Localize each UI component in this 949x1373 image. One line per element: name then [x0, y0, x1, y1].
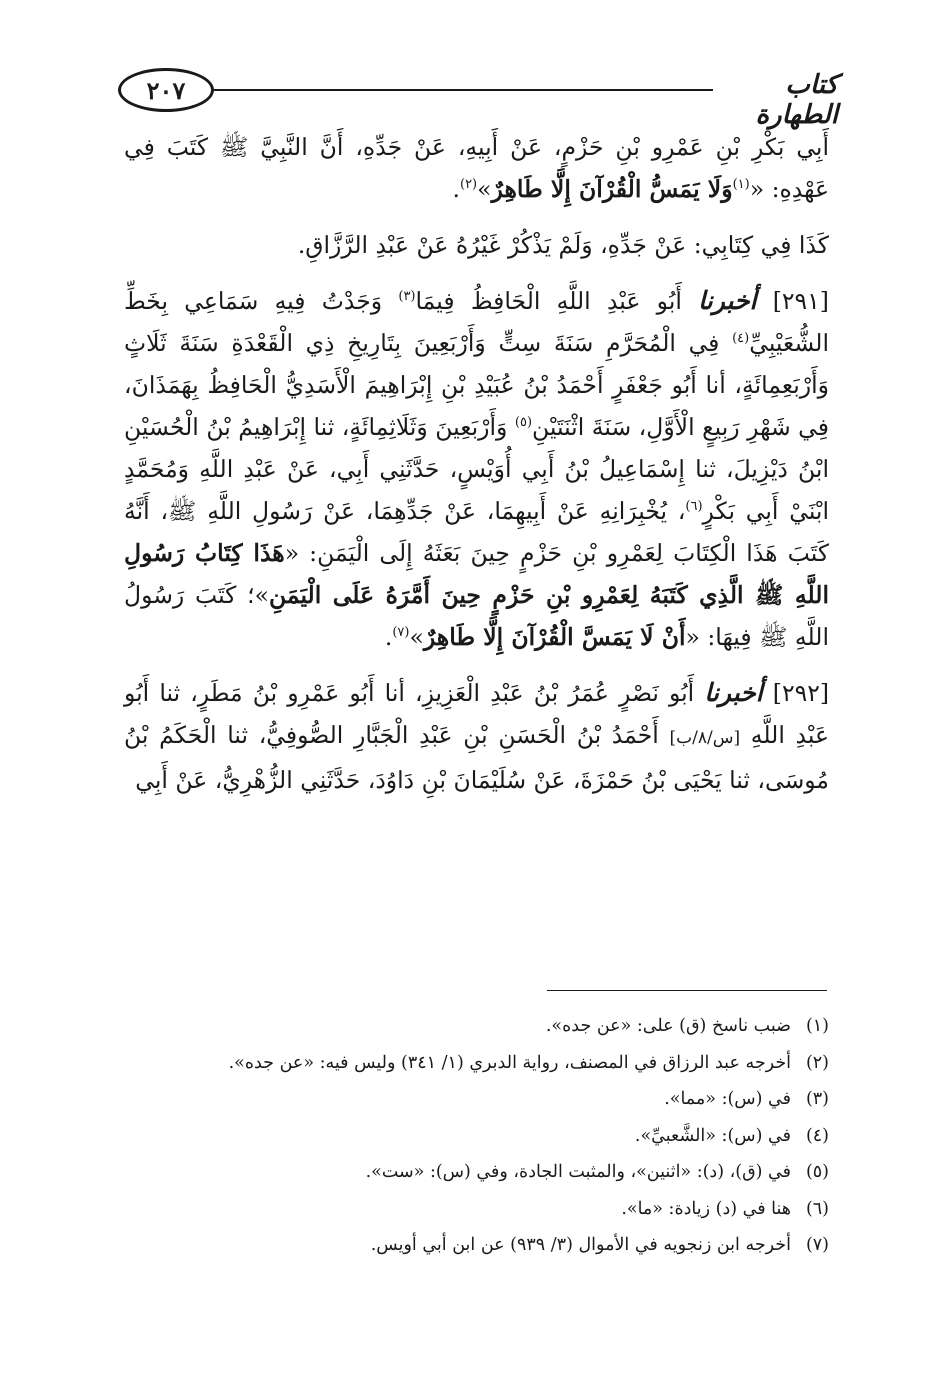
text: » [409, 623, 424, 651]
footnote-item [124, 1081, 829, 1118]
footnotes [124, 1008, 829, 1264]
main-text [124, 126, 829, 801]
footnote-item [124, 1045, 829, 1082]
text: وَأَرْبَعِينَ وَثَلَاثِمِائَةٍ، ثنا إِبْرَاهِيمُ بْنُ الْحُسَيْنِ ابْنُ دَيْزِيلَ، ثنا إِسْمَاعِيلُ بْنُ أَبِي أُوَيْسٍ، حَدَّثَنِي أَبِي، عَنْ عَبْدِ اللَّهِ وَمُحَمَّدٍ ابْنَيْ أَبِي بَكْرٍ [124, 413, 829, 525]
footnote-item [124, 1118, 829, 1155]
footnote-number: (٧) [805, 1235, 829, 1255]
book-title: كتاب الطهارة [755, 70, 838, 130]
manuscript-marker: [س/٨/ب] [669, 728, 741, 748]
text: ، يُخْبِرَانِهِ عَنْ أَبِيهِمَا، عَنْ جَدِّهِمَا، عَنْ رَسُولِ اللَّهِ ﷺ، أَنَّهُ كَتَبَ هَذَا الْكِتَابَ لِعَمْرِو بْنِ حَزْمٍ حِينَ بَعَثَهُ إِلَى الْيَمَنِ: « [124, 497, 830, 567]
text: وَجَدْتُ فِيهِ سَمَاعِي بِخَطِّ الشُّعَيْبِيِّ [124, 287, 829, 357]
footnote-number: (٦) [805, 1198, 829, 1219]
text: . [384, 623, 393, 651]
footnote-number: (٤) [805, 1125, 829, 1146]
akhbarana-keyword: أخبرنا [698, 286, 757, 315]
footnote-text: ضبب ناسخ (ق) على: «عن جده». [545, 1016, 791, 1036]
text: كَذَا فِي كِتَابِي: عَنْ جَدِّهِ، وَلَمْ يَذْكُرْ غَيْرُهُ عَنْ عَبْدِ الرَّزَّاقِ. [297, 231, 829, 259]
footnote-ref: (١) [732, 177, 750, 193]
hadith-292 [124, 672, 829, 801]
quote: هَذَا كِتَابُ رَسُولِ اللَّهِ ﷺ الَّذِي كَتَبَهُ لِعَمْرِو بْنِ حَزْمٍ حِينَ أَمَّرَهُ عَلَى الْيَمَنِ [124, 539, 829, 609]
text: » [477, 175, 492, 203]
text: . [452, 175, 460, 203]
footnote-text: في (ق)، (د): «اثنين»، والمثبت الجادة، وفي (س): «ست». [365, 1162, 791, 1182]
hadith-291 [124, 280, 829, 658]
quote: وَلَا يَمَسُّ الْقُرْآنَ إِلَّا طَاهِرٌ [491, 175, 733, 203]
footnote-text: هنا في (د) زيادة: «ما». [621, 1198, 791, 1219]
footnote-ref: (٥) [514, 415, 533, 431]
text: أَبِي بَكْرِ بْنِ عَمْرِو بْنِ حَزْمٍ، عَنْ أَبِيهِ، عَنْ جَدِّهِ، أَنَّ النَّبِيَّ ﷺ كَتَبَ فِي عَهْدِهِ: « [124, 133, 829, 203]
footnote-divider [547, 990, 827, 991]
footnote-ref: (٢) [459, 177, 478, 193]
text: أَبُو عَبْدِ اللَّهِ الْحَافِظُ فِيمَا [415, 287, 682, 315]
footnote-ref: (٧) [392, 625, 410, 641]
text: أَبُو نَصْرٍ عُمَرُ بْنُ عَبْدِ الْعَزِيزِ، أنا أَبُو عَمْرِو بْنُ مَطَرٍ، ثنا أَبُو عَبْدِ اللَّهِ [124, 679, 829, 749]
page-number: ٢٠٧ [118, 68, 214, 112]
text: »؛ كَتَبَ رَسُولُ اللَّهِ ﷺ فِيهَا: « [124, 581, 829, 651]
hadith-number: [٢٩٢] [772, 679, 829, 707]
hadith-number: [٢٩١] [772, 287, 829, 315]
footnote-text: أخرجه عبد الرزاق في المصنف، رواية الدبري (١/ ٣٤١) وليس فيه: «عن جده». [228, 1052, 791, 1073]
paragraph-1 [124, 126, 829, 210]
page-header [118, 66, 838, 130]
header-rule [214, 89, 713, 91]
footnote-number: (٣) [805, 1089, 829, 1109]
footnote-ref: (٣) [398, 289, 416, 305]
footnote-text: أخرجه ابن زنجويه في الأموال (٣/ ٩٣٩) عن ابن أبي أويس. [370, 1235, 791, 1255]
footnote-number: (٥) [805, 1162, 829, 1182]
footnote-item [124, 1154, 829, 1191]
text: أَحْمَدُ بْنُ الْحَسَنِ بْنِ عَبْدِ الْجَبَّارِ الصُّوفِيُّ، ثنا الْحَكَمُ بْنُ مُوسَى، ثنا يَحْيَى بْنُ حَمْزَةَ، عَنْ سُلَيْمَانَ بْنِ دَاوُدَ، حَدَّثَنِي الزُّهْرِيُّ، عَنْ أَبِي [124, 721, 829, 794]
footnote-ref: (٤) [732, 331, 750, 347]
footnote-item [124, 1227, 829, 1264]
footnote-text: في (س): «الشَّعبيِّ». [634, 1125, 791, 1146]
footnote-ref: (٦) [685, 499, 703, 515]
quote: أَنْ لَا يَمَسَّ الْقُرْآنَ إِلَّا طَاهِرٌ [423, 623, 686, 651]
akhbarana-keyword: أخبرنا [704, 678, 763, 707]
footnote-number: (١) [805, 1016, 829, 1036]
footnote-item [124, 1191, 829, 1228]
footnote-item [124, 1008, 829, 1045]
footnote-text: في (س): «مما». [664, 1089, 791, 1109]
text: فِي الْمُحَرَّمِ سَنَةَ سِتٍّ وَأَرْبَعِينَ بِتَارِيخِ ذِي الْقَعْدَةِ سَنَةَ ثَلَاثٍ وَأَرْبَعِمِائَةٍ، أنا أَبُو جَعْفَرٍ أَحْمَدُ بْنُ عُبَيْدِ بْنِ إِبْرَاهِيمَ الْأَسَدِيُّ الْحَافِظُ بِهَمَذَانَ، فِي شَهْرِ رَبِيعٍ الْأَوَّلِ، سَنَةَ اثْنَتَيْنِ [124, 329, 829, 441]
paragraph-2 [124, 224, 829, 266]
footnote-number: (٢) [805, 1052, 829, 1073]
